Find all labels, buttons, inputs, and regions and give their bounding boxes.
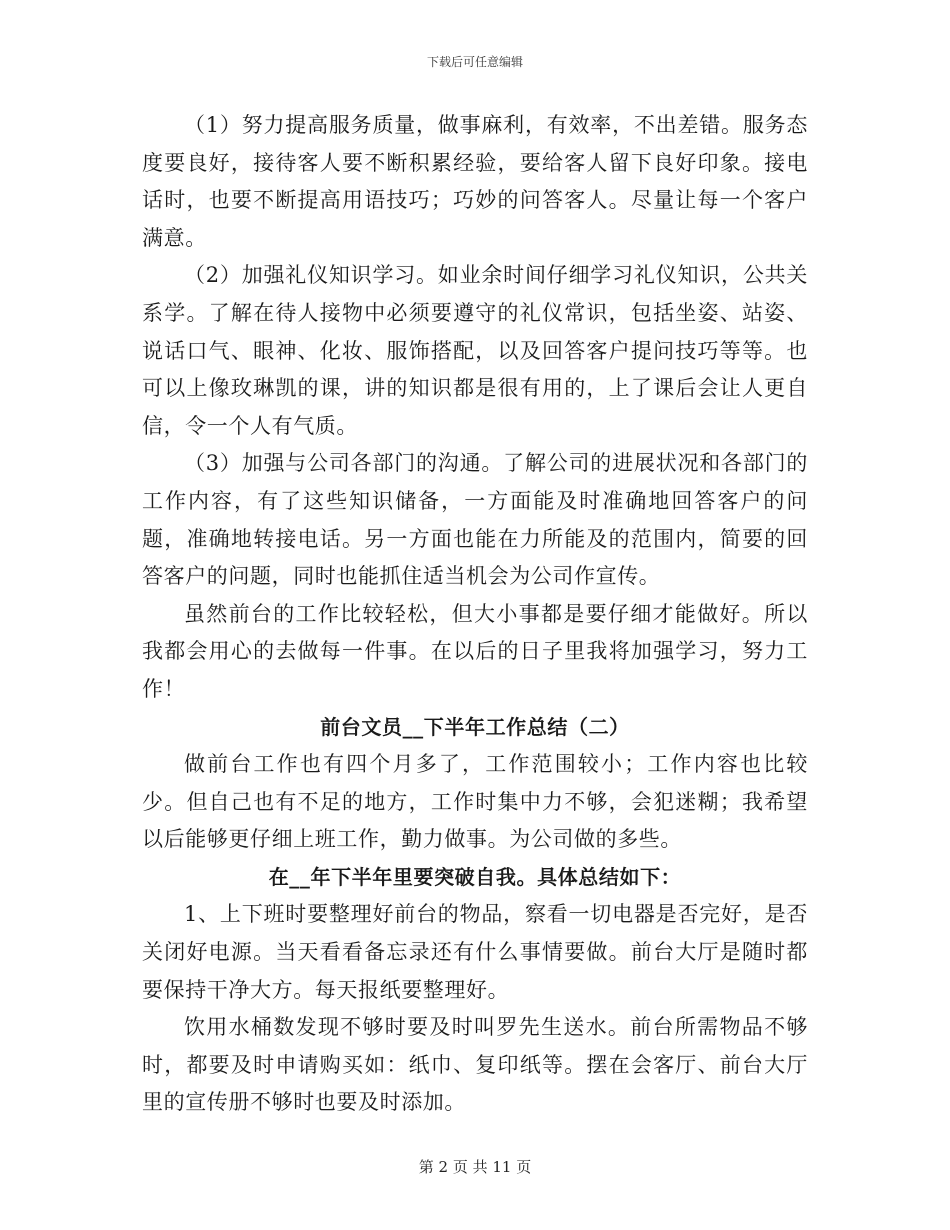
section-subtitle: 在__年下半年里要突破自我。具体总结如下：	[268, 864, 682, 889]
paragraph-intro: 做前台工作也有四个月多了，工作范围较小；工作内容也比较少。但自己也有不足的地方，工作时集中力不够，会犯迷糊；我希望以后能够更仔细上班工作，勤力做事。为公司做的多些。	[142, 752, 808, 852]
document-body	[142, 107, 808, 1122]
paragraph-service-quality: （1）努力提高服务质量，做事麻利，有效率，不出差错。服务态度要良好，接待客人要不断积累经验，要给客人留下良好印象。接电话时，也要不断提高用语技巧；巧妙的问答客人。尽量让每一个客户满意。	[142, 113, 808, 250]
paragraph-etiquette: （2）加强礼仪知识学习。如业余时间仔细学习礼仪知识，公共关系学。了解在待人接物中必须要遵守的礼仪常识，包括坐姿、站姿、说话口气、眼神、化妆、服饰搭配，以及回答客户提问技巧等等。也可以上像玫琳凯的课，讲的知识都是很有用的，上了课后会让人更自信，令一个人有气质。	[142, 263, 808, 438]
section-title: 前台文员__下半年工作总结（二）	[320, 714, 630, 739]
paragraph-conclusion: 虽然前台的工作比较轻松，但大小事都是要仔细才能做好。所以我都会用心的去做每一件事。在以后的日子里我将加强学习，努力工作！	[142, 601, 808, 701]
page-header: 下载后可任意编辑	[426, 55, 523, 69]
page-number: 第 2 页 共 11 页	[418, 1158, 532, 1176]
paragraph-water-supplies: 饮用水桶数发现不够时要及时叫罗先生送水。前台所需物品不够时，都要及时申请购买如：纸巾、复印纸等。摆在会客厅、前台大厅里的宣传册不够时也要及时添加。	[142, 1015, 808, 1115]
paragraph-item-1: 1、上下班时要整理好前台的物品，察看一切电器是否完好，是否关闭好电源。当天看看备忘录还有什么事情要做。前台大厅是随时都要保持干净大方。每天报纸要整理好。	[142, 902, 808, 1002]
paragraph-communication: （3）加强与公司各部门的沟通。了解公司的进展状况和各部门的工作内容，有了这些知识储备，一方面能及时准确地回答客户的问题，准确地转接电话。另一方面也能在力所能及的范围内，简要的回答客户的问题，同时也能抓住适当机会为公司作宣传。	[142, 451, 808, 589]
